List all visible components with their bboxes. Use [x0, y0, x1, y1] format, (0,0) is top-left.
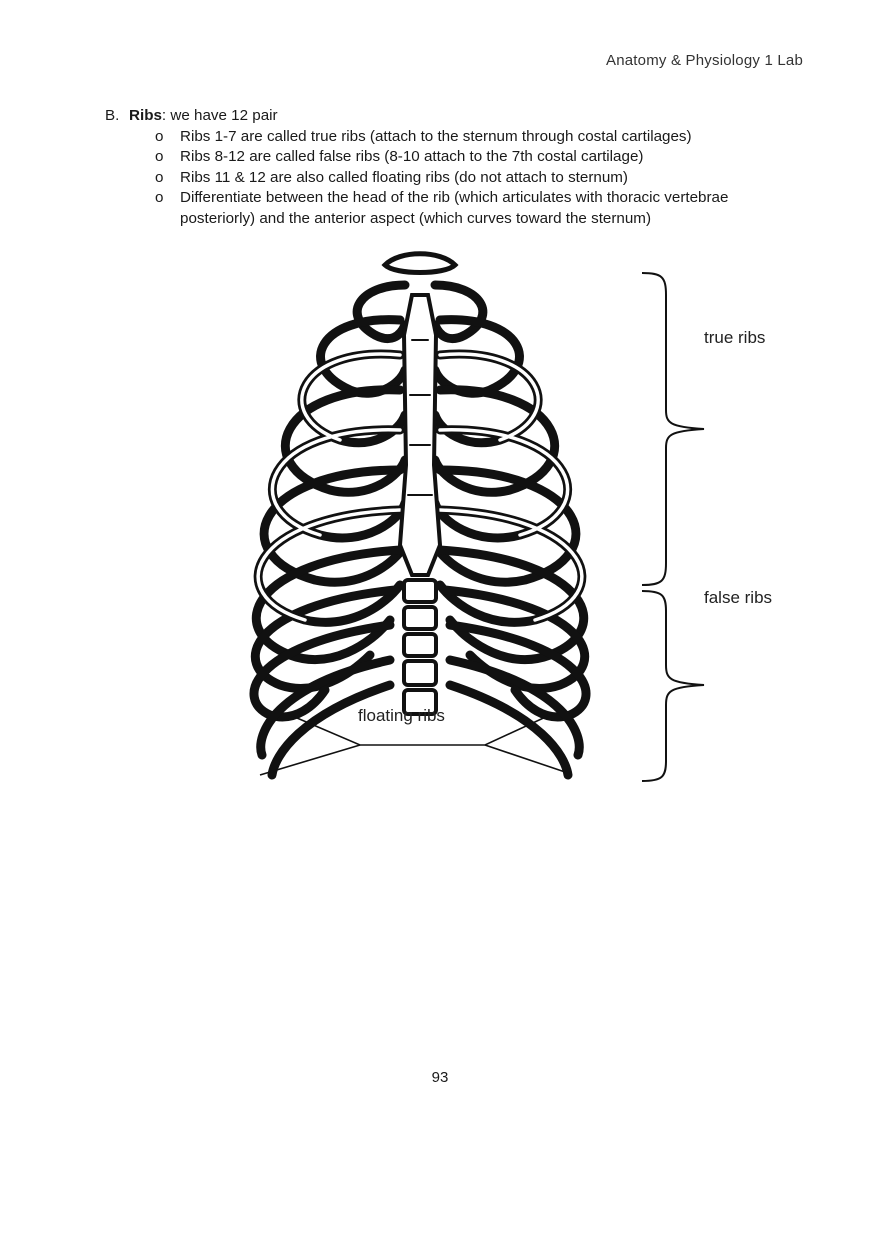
list-item	[155, 127, 795, 148]
section-letter: B.	[105, 107, 120, 124]
floating-ribs-label: floating ribs	[358, 706, 445, 725]
ribs-section	[105, 106, 795, 229]
left-ribs	[254, 285, 405, 775]
list-item	[155, 188, 795, 229]
bullet-text: Ribs 8-12 are called false ribs (8-10 attach to the 7th costal cartilage)	[180, 148, 644, 165]
section-heading	[105, 106, 795, 127]
false-ribs-label: false ribs	[704, 588, 773, 607]
section-intro: : we have 12 pair	[161, 107, 278, 124]
page-number: 93	[431, 1069, 449, 1086]
true-ribs-label: true ribs	[704, 328, 766, 347]
bullet-icon: o	[155, 189, 164, 206]
false-ribs-bracket	[642, 591, 704, 781]
bullet-text: Ribs 11 & 12 are also called floating ribs (do not attach to sternum)	[180, 168, 628, 186]
list-item	[155, 147, 795, 168]
section-title: Ribs	[129, 107, 162, 124]
bullet-icon: o	[155, 127, 164, 145]
vertebral-column	[404, 580, 436, 714]
list-item	[155, 168, 795, 189]
running-header: Anatomy & Physiology 1 Lab	[606, 52, 803, 69]
rib-cage-figure	[200, 245, 773, 805]
bullet-list	[105, 127, 795, 230]
bullet-text: Differentiate between the head of the rib (which articulates with thoracic vertebrae posteriorly) and the anterior aspect (which curves toward the sternum)	[180, 189, 729, 227]
bullet-icon: o	[155, 168, 164, 186]
bullet-text: Ribs 1-7 are called true ribs (attach to the sternum through costal cartilages)	[180, 127, 692, 145]
bullet-icon: o	[155, 148, 164, 165]
rib-cage-illustration	[200, 245, 773, 805]
right-ribs	[435, 285, 586, 775]
true-ribs-bracket	[642, 273, 704, 585]
sternum	[400, 295, 440, 575]
